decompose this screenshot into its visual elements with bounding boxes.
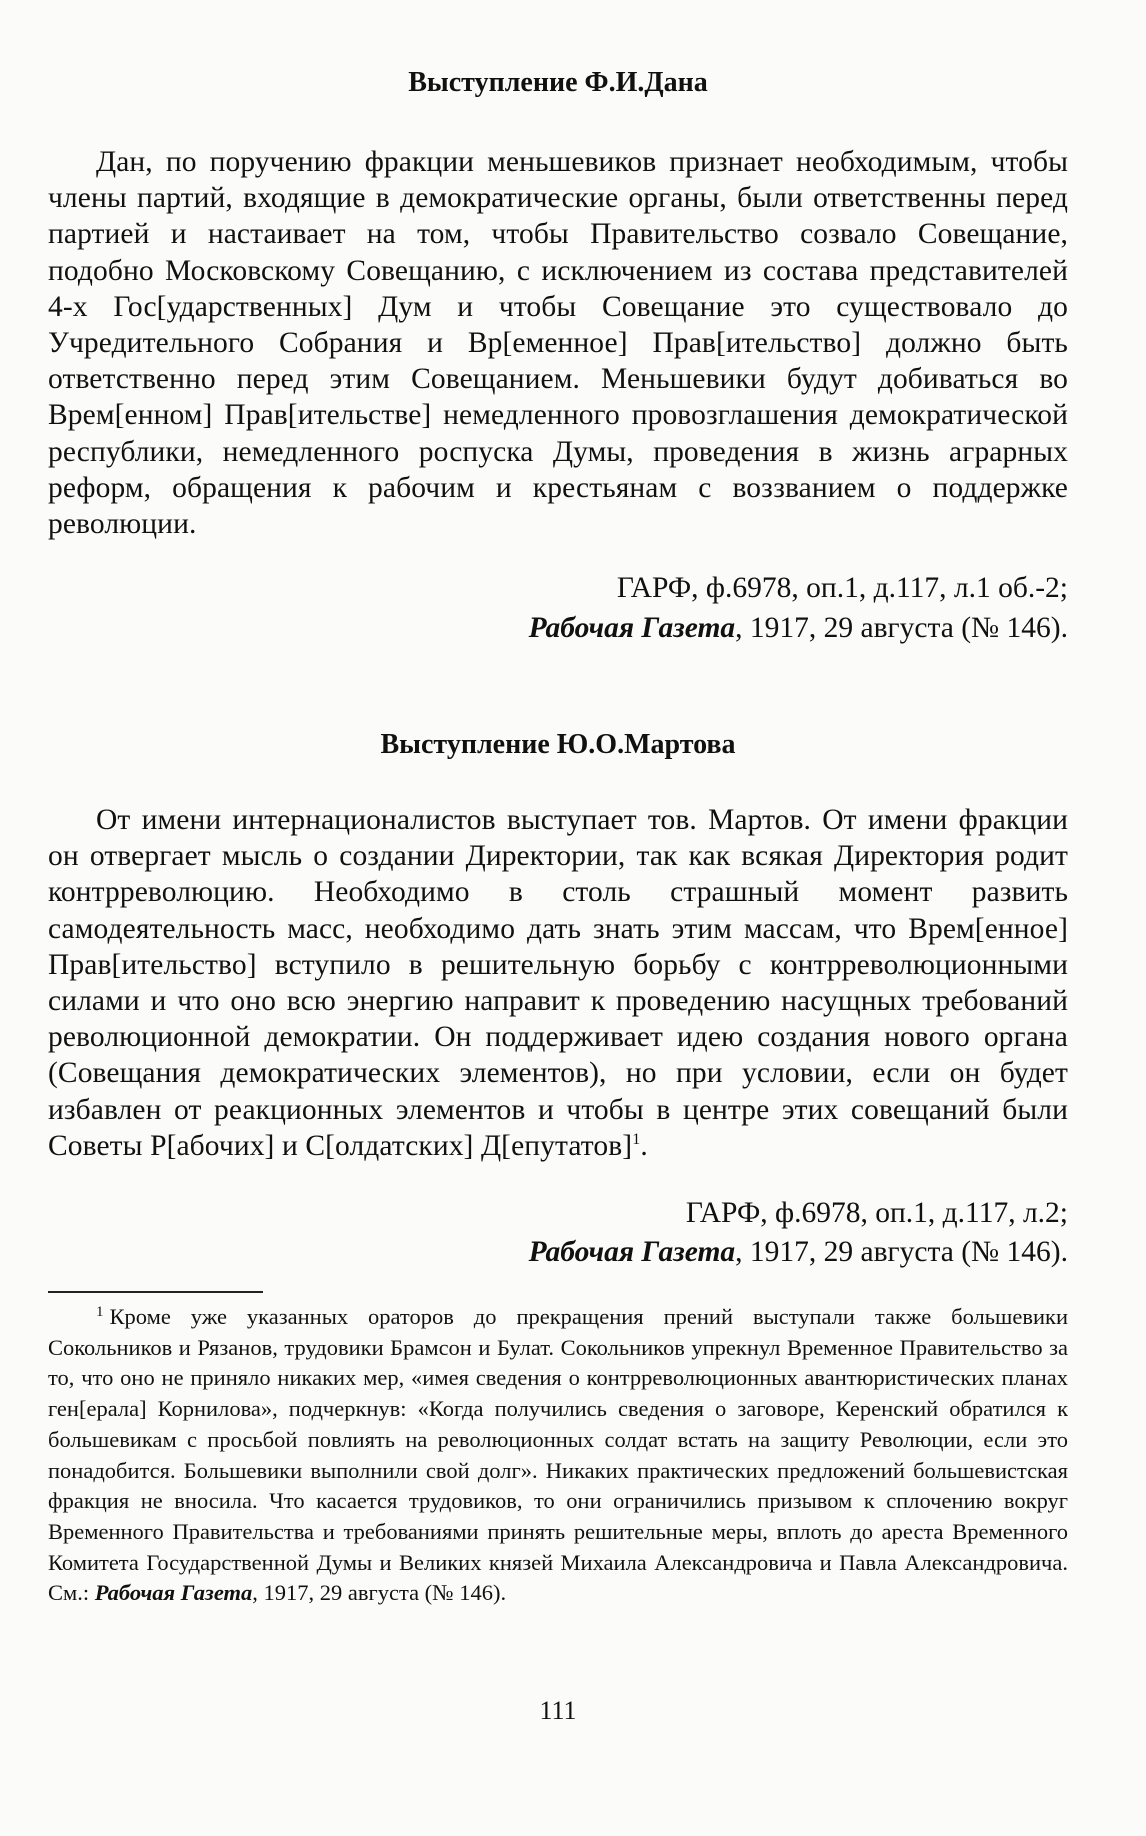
footnote-marker: 1 (96, 1303, 104, 1320)
paragraph-martov-end: . (640, 1129, 648, 1162)
publication-date: , 1917, 29 августа (№ 146). (735, 612, 1068, 644)
footnote-reference[interactable]: 1 (632, 1131, 641, 1148)
section-heading-martov: Выступление Ю.О.Мартова (380, 729, 736, 760)
paragraph-martov-text: От имени интернационалистов выступает тов. Мартов. От имени фракции он отвергает мысль о создании Директории, так как всякая Директория родит контрреволюцию. Необходимо в столь страшный момент развить самодеятельность масс, необходимо дать знать этим массам, что Врем[енное] Прав[ительство] вступило в решительную борьбу с контрреволюционными силами и что оно всю энергию направит к проведению насущных требований революционной демократии. Он поддерживает идею создания нового органа (Совещания демократических элементов), но при условии, если он будет избавлен от реакционных элементов и чтобы в центре этих совещаний были Советы Р[абочих] и С[олдатских] Д[епутатов] (48, 804, 1068, 1162)
page-number: 111 (539, 1696, 577, 1725)
source-line-archive-2: ГАРФ, ф.6978, оп.1, д.117, л.2; (685, 1197, 1068, 1229)
paragraph-martov (48, 802, 1068, 1164)
publication-date: , 1917, 29 августа (№ 146). (735, 1236, 1068, 1268)
source-line-publication-1 (529, 610, 1068, 646)
publication-title: Рабочая Газета (528, 612, 736, 644)
section-heading-dan: Выступление Ф.И.Дана (408, 67, 708, 98)
source-line-publication-2 (529, 1234, 1068, 1270)
footnote-divider (48, 1291, 263, 1293)
text-column (48, 0, 1068, 1836)
footnote (48, 1302, 1068, 1609)
paragraph-dan: Дан, по поручению фракции меньшевиков признает необходимым, чтобы члены партий, входящие в демократические органы, были ответственны перед партией и настаивает на том, чтобы Правительство созвало Совещание, подобно Московскому Совещанию, с исключением из состава представителей 4-х Гос[ударственных] Дум и чтобы Совещание это существовало до Учредительного Собрания и Вр[еменное] Прав[ительство] должно быть ответственно перед этим Совещанием. Меньшевики будут добиваться во Врем[енном] Прав[ительстве] немедленного провозглашения демократической республики, немедленного роспуска Думы, проведения в жизнь аграрных реформ, обращения к рабочим и крестьянам с воззванием о поддержке революции. (48, 146, 1068, 541)
source-line-archive-1: ГАРФ, ф.6978, оп.1, д.117, л.1 об.-2; (616, 572, 1068, 604)
publication-title: Рабочая Газета (528, 1236, 736, 1268)
footnote-publication: Рабочая Газета (94, 1580, 253, 1606)
footnote-text: Кроме уже указанных ораторов до прекращения прений выступали также большевики Сокольников и Рязанов, трудовики Брамсон и Булат. Сокольников упрекнул Временное Правительство за то, что оно не приняло никаких мер, «имея сведения о контрреволюционных авантюристических планах ген[ерала] Корнилова», подчеркнув: «Когда получились сведения о заговоре, Керенский обратился к большевикам с просьбой повлиять на революционных солдат встать на защиту Революции, если это понадобится. Большевики выполнили свой долг». Никаких практических предложений большевистская фракция не вносила. Что касается трудовиков, то они ограничились призывом к сплочению вокруг Временного Правительства и требованиями принять решительные меры, вплоть до ареста Временного Комитета Государственной Думы и Великих князей Михаила Александровича и Павла Александровича. См.: (48, 1304, 1068, 1606)
footnote-date: , 1917, 29 августа (№ 146). (252, 1580, 507, 1606)
